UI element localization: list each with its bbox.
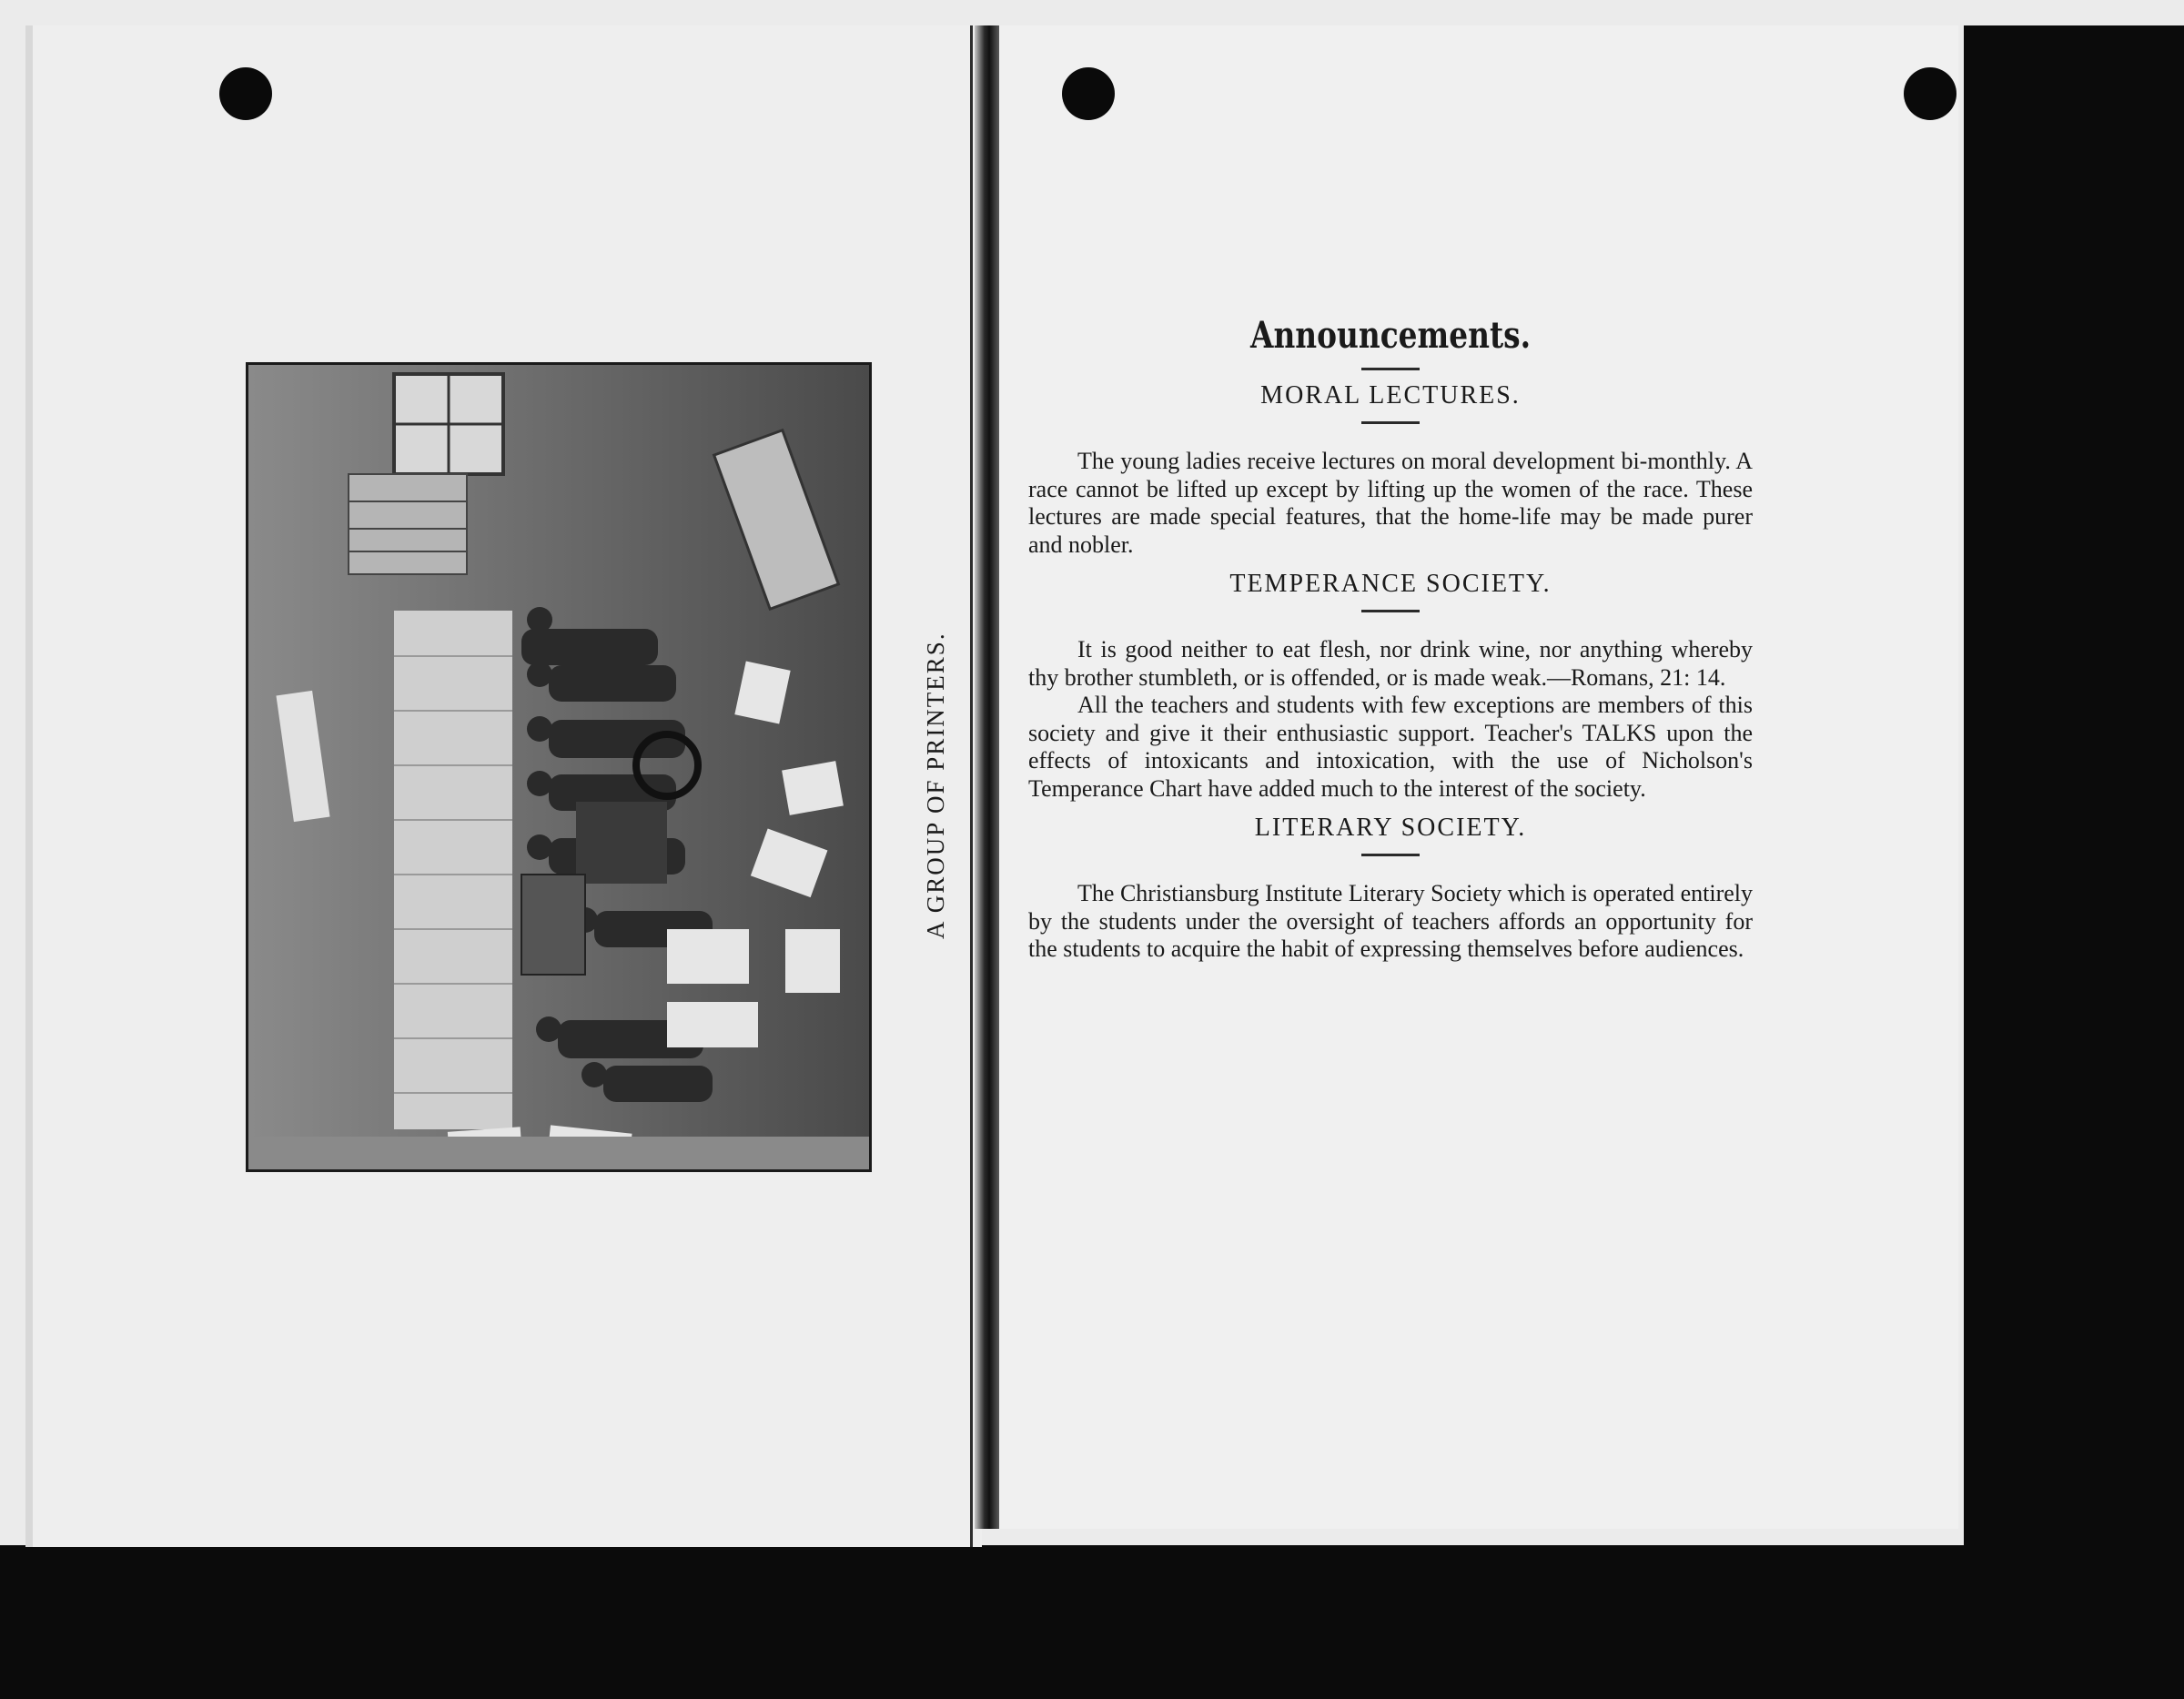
- paragraph-temperance-quote: It is good neither to eat flesh, nor drink wine, nor anything whereby thy brother stumbleth, or is offended, or is made weak.—Romans, 21: 14.: [1028, 636, 1753, 691]
- announcements-column: [1028, 314, 1753, 964]
- gutter-edge-line: [970, 25, 973, 1547]
- photo-caption: A GROUP OF PRINTERS.: [922, 632, 949, 939]
- binder-hole-left: [219, 67, 272, 120]
- page-title: Announcements.: [1249, 314, 1532, 357]
- section-heading-moral-lectures: MORAL LECTURES.: [1260, 381, 1521, 410]
- book-gutter: [975, 25, 999, 1529]
- binder-hole-middle: [1062, 67, 1115, 120]
- scanner-background-right: [1964, 25, 2184, 1699]
- title-rule: [1361, 368, 1420, 370]
- section-heading-temperance-society: TEMPERANCE SOCIETY.: [1229, 570, 1552, 598]
- paragraph-temperance-members: All the teachers and students with few exceptions are members of this society and give it their enthusiastic support. Teacher's TALKS upon the effects of intoxicants and intoxication, with the use of Nicholson's Temperance Chart have added much to the interest of the society.: [1028, 692, 1753, 802]
- section-heading-literary-society: LITERARY SOCIETY.: [1254, 814, 1527, 842]
- paragraph-moral-lectures: The young ladies receive lectures on moral development bi-monthly. A race cannot be lifted up except by lifting up the women of the race. These lectures are made special features, that the home-life may be made purer and nobler.: [1028, 448, 1753, 558]
- printers-group-photo: [246, 362, 872, 1172]
- binder-hole-right: [1904, 67, 1956, 120]
- paragraph-literary-society: The Christiansburg Institute Literary Society which is operated entirely by the students under the oversight of teachers affords an opportunity for the students to acquire the habit of expressing themselves before audiences.: [1028, 880, 1753, 962]
- scanner-background-bottom: [0, 1545, 2184, 1699]
